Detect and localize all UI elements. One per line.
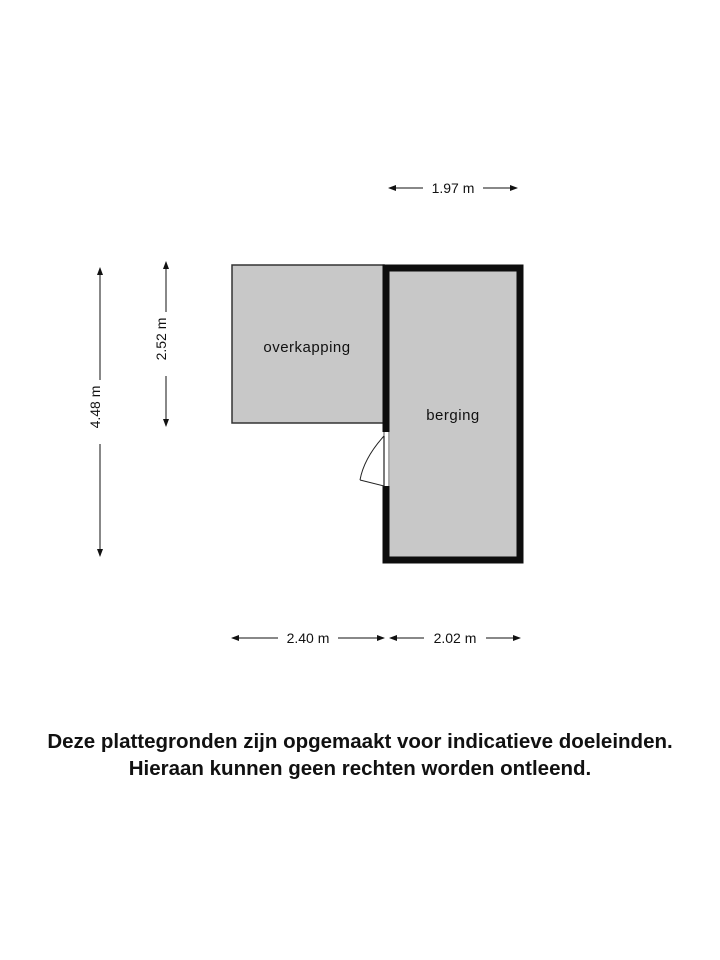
dim-label-bottom-left: 2.40 m (286, 630, 330, 646)
dim-overkapping-height (153, 262, 169, 426)
room-label-berging: berging (426, 407, 480, 424)
disclaimer-line-1: Deze plattegronden zijn opgemaakt voor indicatieve doeleinden. (47, 730, 673, 753)
dim-top-width (389, 180, 517, 196)
dim-label-overkapping-height: 2.52 m (153, 317, 169, 361)
dim-bottom-left (232, 630, 384, 646)
room-berging (382, 268, 520, 560)
disclaimer-line-2: Hieraan kunnen geen rechten worden ontleend. (128, 757, 592, 780)
dim-label-top: 1.97 m (431, 180, 475, 196)
disclaimer (0, 728, 720, 782)
dim-label-total-height: 4.48 m (87, 385, 103, 429)
dim-label-bottom-right: 2.02 m (433, 630, 477, 646)
room-label-overkapping: overkapping (263, 339, 351, 356)
door (360, 436, 384, 486)
room-overkapping (232, 265, 384, 423)
dim-total-height (87, 268, 103, 556)
dim-bottom-right (390, 630, 520, 646)
